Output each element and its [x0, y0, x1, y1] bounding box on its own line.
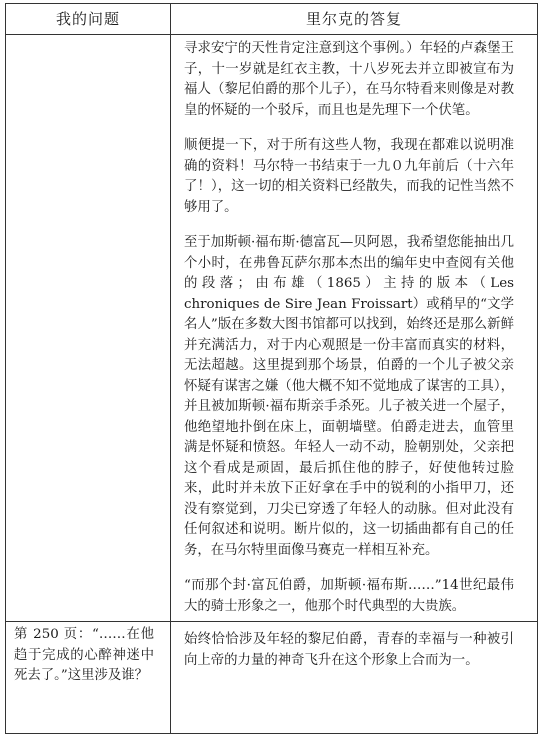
column-divider	[170, 4, 171, 733]
answer-paragraph: 顺便提一下，对于所有这些人物，我现在都难以说明准确的资料！马尔特一书结束于一九０九年前后（十六年了！），这一切的相关资料已经散失，而我的记性当然不够用了。	[184, 138, 514, 215]
header-divider	[6, 34, 537, 35]
answer-paragraph: 寻求安宁的天性肯定注意到这个事例。）年轻的卢森堡王子，十一岁就是红衣主教，十八岁死去并立即被宣布为福人（黎尼伯爵的那个儿子），在马尔特看来则像是对教皇的怀疑的一个驳斥，而且也是先理下一个伏笔。	[184, 41, 514, 118]
row2-answer-cell: 始终恰恰涉及年轻的黎尼伯爵，青春的幸福与一种被引向上帝的力量的神奇飞升在这个形象上合而为一。	[184, 632, 514, 668]
answer-column-header: 里尔克的答复	[305, 10, 402, 28]
row1-answer-cell	[184, 39, 514, 632]
answer-paragraph: 至于加斯顿·福布斯·德富瓦—贝阿恩，我希望您能抽出几个小时，在弗鲁瓦萨尔那本杰出的编年史中查阅有关他的段落；由布雄（1865）主持的版本（Les chroniques de Sire Jean Froissart）或稍早的“文学名人”版在多数大图书馆都可以找到，始终还是那么新鲜并充满活力，对于内心观照是一份丰富而真实的材料，无法超越。这里提到那个场景，伯爵的一个儿子被父亲怀疑有谋害之嫌（他大概不知不觉地成了谋害的工具），并且被加斯顿·福布斯亲手杀死。儿子被关进一个屋子，他绝望地扑倒在床上，面朝墙壁。伯爵走进去，血管里满是怀疑和愤怒。年轻人一动不动，脸朝别处，父亲把这个看成是顽固，最后抓住他的脖子，好使他转过脸来，此时并未放下正好拿在手中的锐利的小指甲刀，还没有察觉到，刀尖已穿透了年轻人的动脉。但对此没有任何叙述和说明。断片似的，这一切插曲都有自己的任务，在马尔特里面像马赛克一样相互补充。	[184, 235, 514, 558]
row2-question-cell: 第 250 页：“……在他趋于完成的心醉神迷中死去了。”这里涉及谁？	[14, 627, 154, 683]
answer-paragraph: “而那个封·富瓦伯爵，加斯顿·福布斯……”14世纪最伟大的骑士形象之一，他那个时代典型的大贵族。	[184, 578, 514, 614]
question-column-header: 我的问题	[55, 10, 120, 28]
